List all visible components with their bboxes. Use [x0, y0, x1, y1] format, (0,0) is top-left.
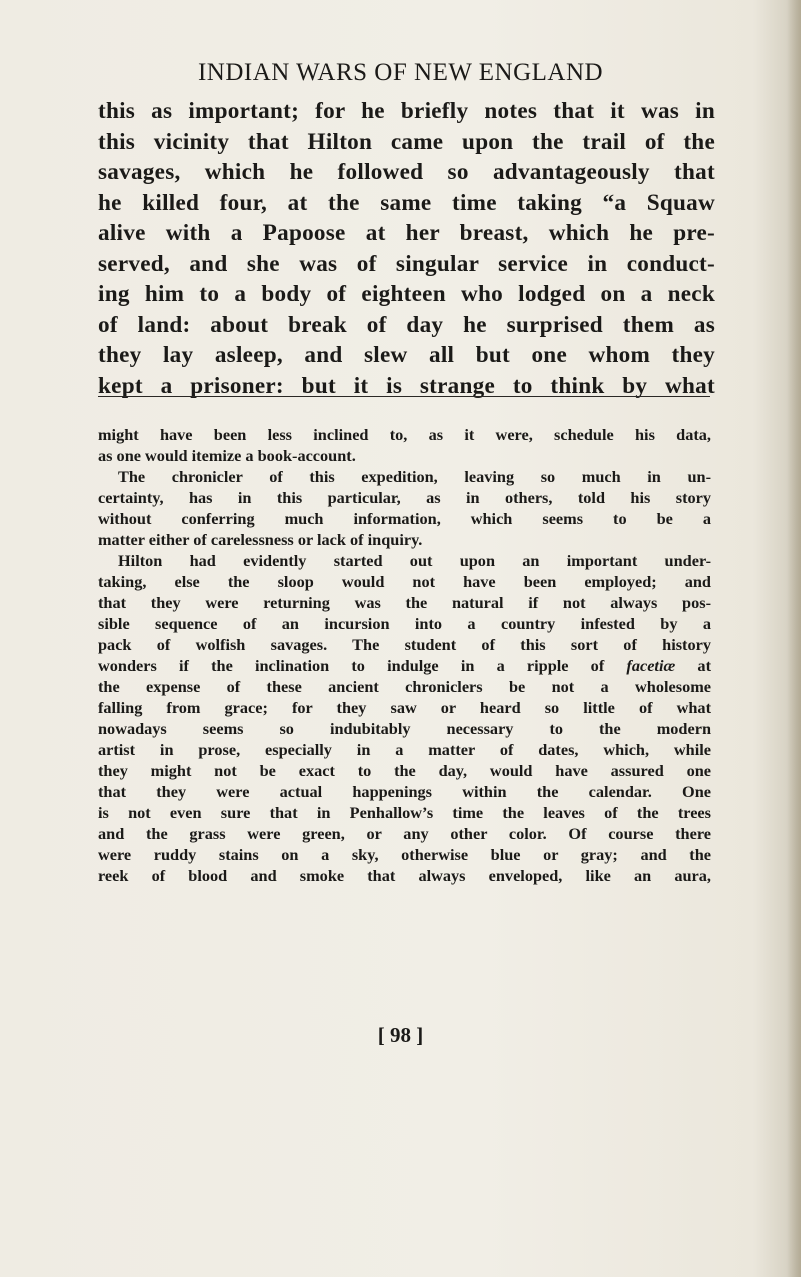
footnote-line: nowadays seems so indubitably necessary to the modern [98, 719, 711, 738]
footnote-line: as one would itemize a book-account. [98, 446, 356, 465]
footnote-rule [98, 396, 710, 397]
footnote-line: matter either of carelessness or lack of inquiry. [98, 530, 423, 549]
footnote-line: and the grass were green, or any other color. Of course there [98, 824, 711, 843]
main-text-line: he killed four, at the same time taking “a Squaw [98, 189, 715, 216]
main-text-line: they lay asleep, and slew all but one whom they [98, 342, 715, 368]
main-text-line: ing him to a body of eighteen who lodged on a neck [98, 281, 715, 307]
main-text [98, 96, 715, 401]
page-number: [ 98 ] [377, 1023, 424, 1047]
footnote-line: Hilton had evidently started out upon an important under- [118, 551, 711, 570]
main-text-line: this vicinity that Hilton came upon the trail of the [98, 128, 715, 155]
main-text-line: kept a prisoner: but it is strange to think by what [98, 372, 715, 399]
footnote-line: they might not be exact to the day, would have assured one [98, 761, 711, 780]
running-head: INDIAN WARS OF NEW ENGLAND [197, 59, 604, 86]
footnote-line: were ruddy stains on a sky, otherwise blue or gray; and the [98, 845, 711, 864]
footnote-line: falling from grace; for they saw or heard so little of what [98, 698, 711, 717]
footnote-line-text: wonders if the inclination to indulge in a ripple of [98, 656, 627, 675]
footnote-line-with-italic [98, 655, 711, 676]
footnote-line: is not even sure that in Penhallow’s time the leaves of the trees [98, 803, 711, 822]
footnote-line: certainty, has in this particular, as in others, told his story [98, 488, 711, 507]
footnote-line: sible sequence of an incursion into a country infested by a [98, 614, 711, 633]
main-text-line: savages, which he followed so advantageously that [98, 159, 715, 185]
footnote-line: that they were actual happenings within the calendar. One [98, 782, 711, 801]
footnote-line: might have been less inclined to, as it were, schedule his data, [98, 425, 711, 444]
italic-word: facetiæ [626, 656, 676, 675]
main-text-line: alive with a Papoose at her breast, which he pre- [98, 220, 715, 246]
footnote-line: pack of wolfish savages. The student of this sort of history [98, 635, 711, 654]
footnote [98, 424, 711, 886]
footnote-line: the expense of these ancient chroniclers be not a wholesome [98, 677, 711, 696]
main-text-line: this as important; for he briefly notes that it was in [98, 98, 715, 124]
main-text-line: served, and she was of singular service in conduct- [98, 250, 715, 277]
main-text-line: of land: about break of day he surprised them as [98, 311, 715, 338]
footnote-line: without conferring much information, which seems to be a [98, 509, 711, 528]
footnote-line: that they were returning was the natural if not always pos- [98, 593, 711, 612]
page-edge-shadow [787, 0, 801, 1277]
footnote-line: taking, else the sloop would not have been employed; and [98, 572, 711, 591]
footnote-line: artist in prose, especially in a matter of dates, which, while [98, 740, 711, 759]
footnote-line: reek of blood and smoke that always enveloped, like an aura, [98, 866, 711, 885]
footnote-line: The chronicler of this expedition, leaving so much in un- [118, 467, 711, 486]
footnote-line-tail: at [675, 656, 711, 675]
